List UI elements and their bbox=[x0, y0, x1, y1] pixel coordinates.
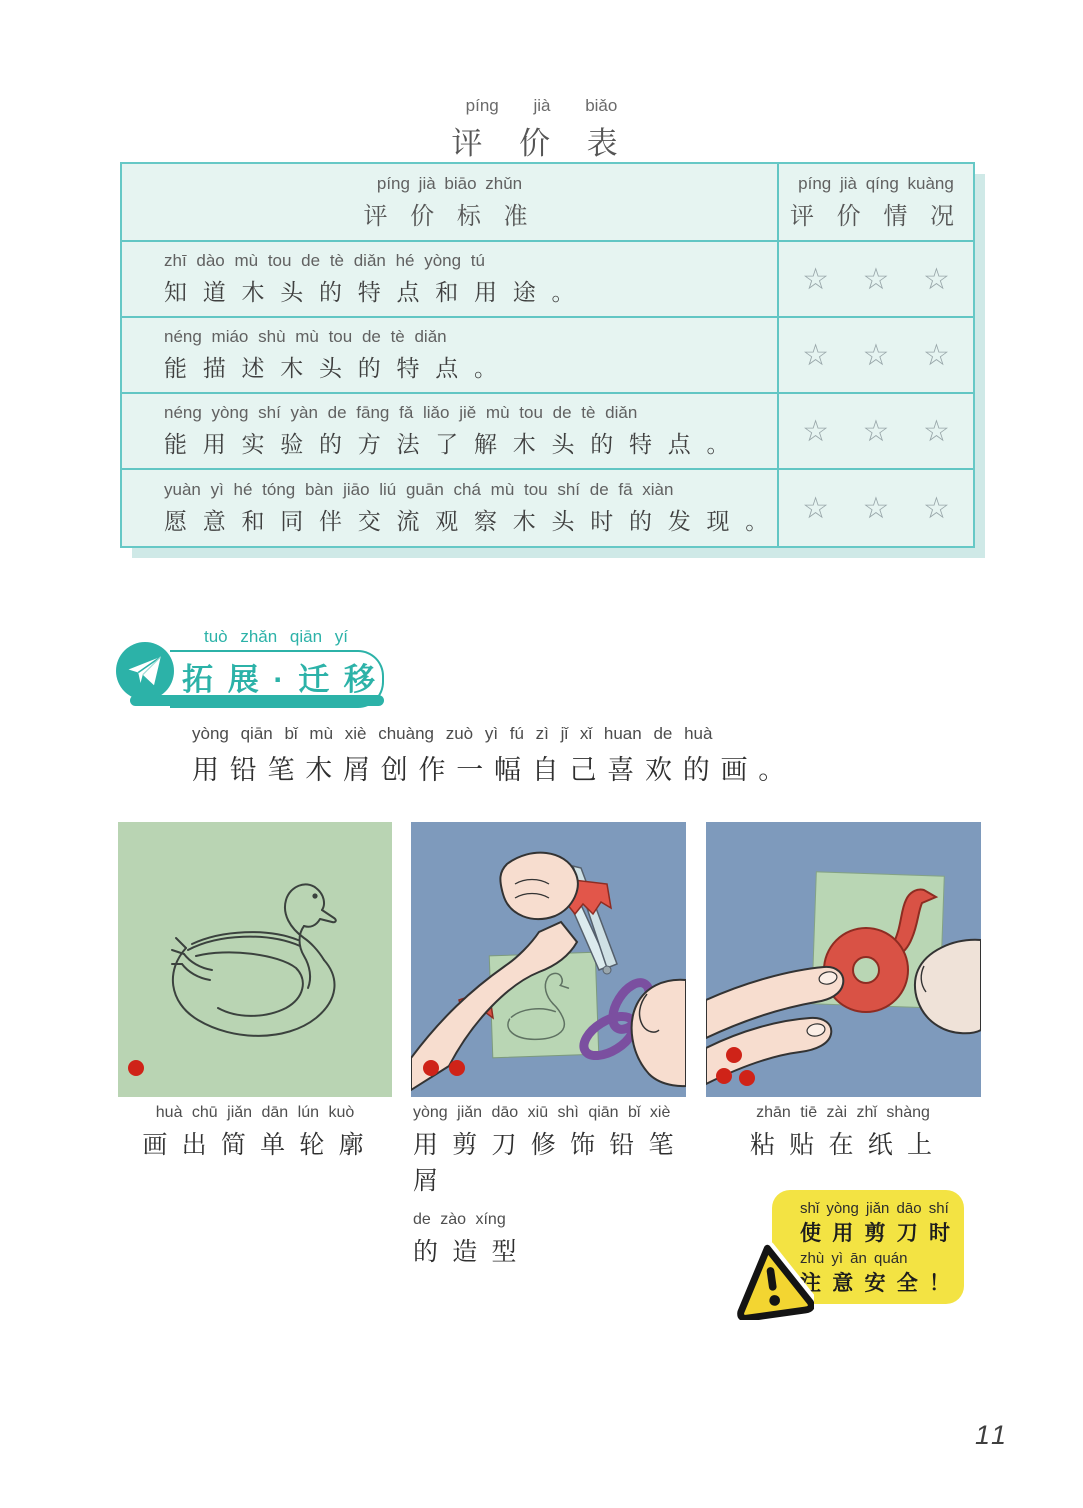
warning-triangle-icon bbox=[730, 1240, 814, 1320]
step-dot bbox=[449, 1060, 465, 1076]
evaluation-title-pinyin: píng jià biǎo bbox=[465, 96, 618, 115]
step3-caption bbox=[700, 1104, 986, 1161]
criteria-hanzi: 愿 意 和 同 伴 交 流 观 察 木 头 时 的 发 现 。 bbox=[164, 509, 774, 534]
swan-outline-illustration bbox=[118, 822, 392, 1097]
evaluation-table bbox=[120, 162, 975, 548]
step1-caption-hanzi: 画 出 简 单 轮 廓 bbox=[142, 1132, 368, 1159]
safety-warning-box bbox=[772, 1190, 964, 1304]
page-number: 11 bbox=[975, 1420, 1010, 1450]
star-rating: ☆ ☆ ☆ bbox=[777, 242, 973, 318]
step2-caption bbox=[413, 1104, 713, 1268]
table-row-criteria bbox=[122, 318, 777, 394]
criteria-header-cell bbox=[122, 164, 777, 242]
paper-plane-badge bbox=[116, 642, 174, 700]
status-header-cell bbox=[777, 164, 973, 242]
criteria-header-hanzi: 评 价 标 准 bbox=[363, 202, 536, 230]
expansion-header-pinyin: tuò zhǎn qiān yí bbox=[203, 627, 349, 646]
step3-caption-pinyin: zhān tiē zài zhǐ shàng bbox=[756, 1104, 930, 1121]
warning-hanzi-line2: 注 意 安 全 ！ bbox=[800, 1271, 953, 1295]
criteria-pinyin: néng miáo shù mù tou de tè diǎn bbox=[164, 327, 447, 346]
evaluation-title-hanzi: 评 价 表 bbox=[451, 126, 632, 161]
status-header-hanzi: 评 价 情 况 bbox=[789, 202, 962, 230]
step1-caption-pinyin: huà chū jiǎn dān lún kuò bbox=[155, 1104, 355, 1121]
step2-caption-pinyin-line2: de zào xíng bbox=[413, 1211, 506, 1228]
status-header-pinyin: píng jià qíng kuàng bbox=[798, 173, 954, 193]
scissors-trimming-illustration bbox=[411, 822, 686, 1097]
step2-caption-pinyin-line1: yòng jiǎn dāo xiū shì qiān bǐ xiè bbox=[413, 1104, 671, 1121]
evaluation-title bbox=[0, 96, 1083, 163]
table-row-criteria bbox=[122, 242, 777, 318]
gluing-illustration bbox=[706, 822, 981, 1097]
step-dot bbox=[128, 1060, 144, 1076]
instruction-hanzi: 用 铅 笔 木 屑 创 作 一 幅 自 己 喜 欢 的 画 。 bbox=[192, 755, 788, 785]
step-dot bbox=[423, 1060, 439, 1076]
step-dot bbox=[726, 1047, 742, 1063]
star-rating: ☆ ☆ ☆ bbox=[777, 470, 973, 546]
criteria-hanzi: 能 描 述 木 头 的 特 点 。 bbox=[164, 356, 502, 381]
instruction-pinyin: yòng qiān bǐ mù xiè chuàng zuò yì fú zì jǐ xǐ huan de huà bbox=[192, 724, 713, 743]
step-dot bbox=[716, 1068, 732, 1084]
step1-caption bbox=[118, 1104, 392, 1161]
paper-plane-icon bbox=[127, 653, 163, 689]
criteria-hanzi: 能 用 实 验 的 方 法 了 解 木 头 的 特 点 。 bbox=[164, 432, 735, 457]
step1-illustration bbox=[118, 822, 392, 1097]
table-row-criteria bbox=[122, 394, 777, 470]
criteria-pinyin: néng yòng shí yàn de fāng fǎ liǎo jiě mù tou de tè diǎn bbox=[164, 403, 638, 422]
table-row-criteria bbox=[122, 470, 777, 546]
criteria-header-pinyin: píng jià biāo zhǔn bbox=[376, 173, 523, 193]
step2-caption-hanzi-line2: 的 造 型 bbox=[413, 1239, 521, 1266]
activity-instruction bbox=[192, 724, 787, 787]
warning-hanzi-line1: 使 用 剪 刀 时 bbox=[800, 1221, 953, 1245]
expansion-section-header bbox=[116, 628, 426, 714]
step3-illustration bbox=[706, 822, 981, 1097]
step2-caption-hanzi-line1: 用 剪 刀 修 饰 铅 笔 屑 bbox=[413, 1132, 678, 1195]
warning-pinyin-line1: shǐ yòng jiǎn dāo shí bbox=[800, 1200, 949, 1217]
step2-illustration bbox=[411, 822, 686, 1097]
star-rating: ☆ ☆ ☆ bbox=[777, 318, 973, 394]
criteria-pinyin: zhī dào mù tou de tè diǎn hé yòng tú bbox=[164, 251, 485, 270]
criteria-pinyin: yuàn yì hé tóng bàn jiāo liú guān chá mù tou shí de fā xiàn bbox=[164, 480, 674, 499]
step-dot bbox=[739, 1070, 755, 1086]
warning-pinyin-line2: zhù yì ān quán bbox=[800, 1250, 908, 1267]
criteria-hanzi: 知 道 木 头 的 特 点 和 用 途 。 bbox=[164, 280, 580, 305]
star-rating: ☆ ☆ ☆ bbox=[777, 394, 973, 470]
expansion-header-hanzi: 拓 展 · 迁 移 bbox=[182, 662, 378, 697]
step3-caption-hanzi: 粘 贴 在 纸 上 bbox=[749, 1132, 936, 1159]
